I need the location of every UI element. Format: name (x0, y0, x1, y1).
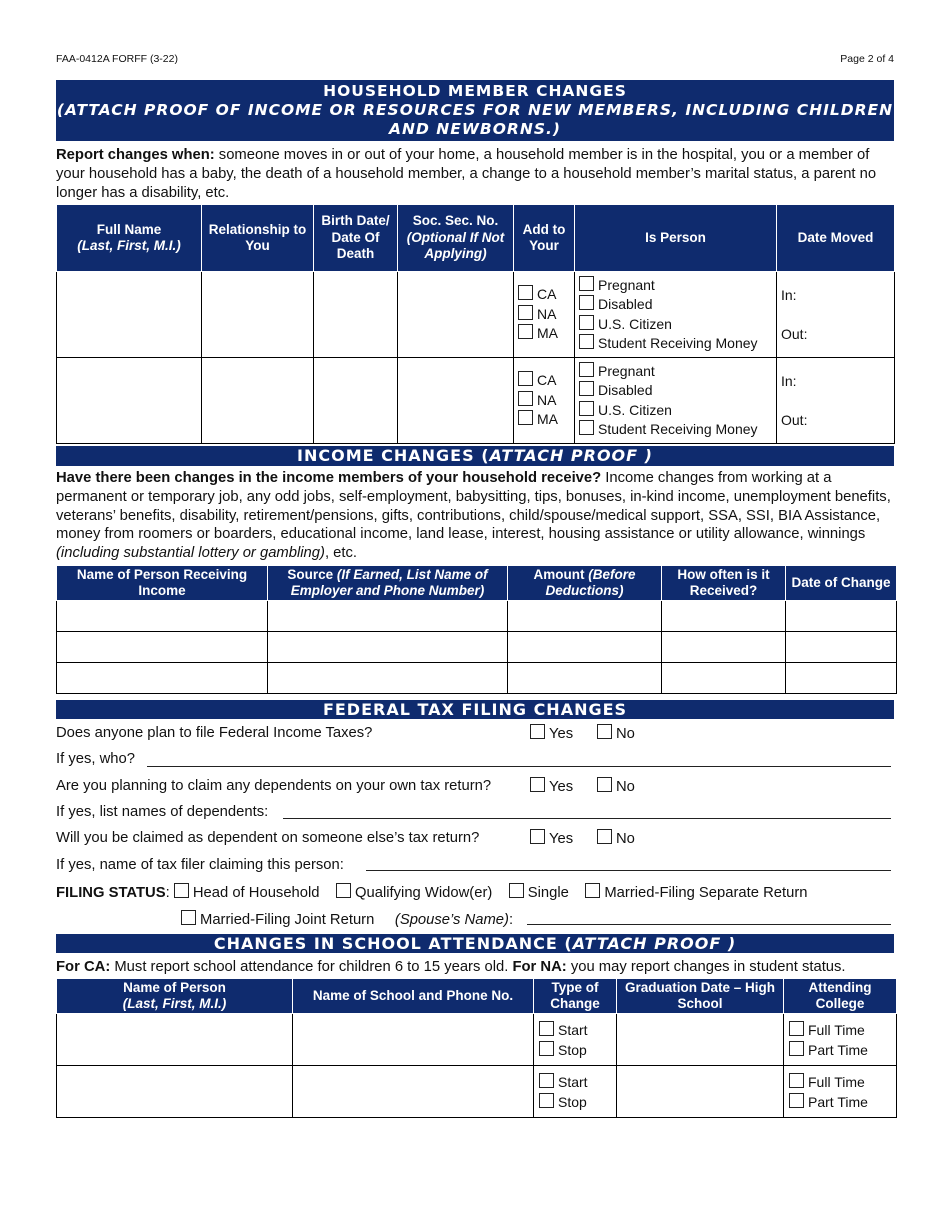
school-header-row (57, 979, 897, 1014)
checkbox[interactable] (597, 777, 612, 792)
tax-q2-yes[interactable]: Yes (530, 777, 573, 795)
checkbox[interactable] (789, 1021, 804, 1036)
col-school-graduation: Graduation Date – High School (617, 979, 784, 1014)
checkbox[interactable] (789, 1073, 804, 1088)
income-cell[interactable] (268, 663, 508, 694)
col-date-moved: Date Moved (777, 205, 895, 272)
checkbox[interactable] (539, 1041, 554, 1056)
income-cell[interactable] (508, 601, 662, 632)
married-separate-option[interactable]: Married-Filing Separate Return (585, 885, 807, 901)
out-label: Out: (781, 412, 808, 428)
income-cell[interactable] (268, 632, 508, 663)
checkbox[interactable] (579, 401, 594, 416)
part-time-option[interactable]: Part Time (789, 1092, 896, 1112)
tax-q2-no[interactable]: No (597, 777, 635, 795)
income-cell[interactable] (662, 663, 786, 694)
spouse-name-line[interactable] (527, 924, 891, 925)
attending-cell (784, 1066, 897, 1118)
household-section-header (56, 80, 894, 141)
income-cell[interactable] (786, 601, 897, 632)
tax-filer-line[interactable] (366, 870, 891, 871)
school-name-cell[interactable] (293, 1014, 534, 1066)
checkbox[interactable] (585, 883, 600, 898)
tax-q3-yes[interactable]: Yes (530, 829, 573, 847)
income-cell[interactable] (662, 632, 786, 663)
checkbox[interactable] (539, 1073, 554, 1088)
checkbox[interactable] (539, 1021, 554, 1036)
type-cell (534, 1066, 617, 1118)
income-table (56, 565, 897, 694)
stop-option[interactable]: Stop (539, 1040, 616, 1060)
household-title: HOUSEHOLD MEMBER CHANGES (323, 82, 627, 100)
col-school-name: Name of School and Phone No. (293, 979, 534, 1014)
col-school-type: Type of Change (534, 979, 617, 1014)
school-table (56, 978, 897, 1118)
form-id: FAA-0412A FORFF (3-22) (56, 53, 178, 65)
checkbox[interactable] (539, 1093, 554, 1108)
add-na-option[interactable]: NA (518, 391, 574, 411)
pregnant-option[interactable]: Pregnant (579, 276, 776, 296)
tax-q1: Does anyone plan to file Federal Income Taxes? (56, 725, 373, 741)
checkbox[interactable] (336, 883, 351, 898)
checkbox[interactable] (518, 410, 533, 425)
is-person-cell (575, 272, 777, 358)
income-section-header (56, 446, 894, 466)
tax-q3-followup: If yes, name of tax filer claiming this person: (56, 857, 344, 873)
household-row (57, 272, 895, 358)
tax-q2-followup: If yes, list names of dependents: (56, 804, 269, 820)
tax-q1-no[interactable]: No (597, 724, 635, 742)
start-option[interactable]: Start (539, 1020, 616, 1040)
school-title-italic: ATTACH PROOF ) (572, 934, 737, 953)
checkbox[interactable] (518, 305, 533, 320)
ssn-cell[interactable] (398, 272, 514, 358)
col-income-amount: Amount (Before Deductions) (508, 566, 662, 601)
checkbox[interactable] (518, 391, 533, 406)
tax-q1-yes[interactable]: Yes (530, 724, 573, 742)
checkbox[interactable] (509, 883, 524, 898)
school-title: CHANGES IN SCHOOL ATTENDANCE ( (213, 934, 573, 953)
household-intro-bold: Report changes when: (56, 147, 215, 163)
pregnant-option[interactable]: Pregnant (579, 362, 776, 382)
dependents-line[interactable] (283, 818, 891, 819)
out-label: Out: (781, 326, 808, 342)
page-number: Page 2 of 4 (840, 53, 894, 65)
for-na-label: For NA: (512, 959, 567, 975)
checkbox[interactable] (789, 1041, 804, 1056)
checkbox[interactable] (579, 276, 594, 291)
income-cell[interactable] (662, 601, 786, 632)
single-option[interactable]: Single (509, 885, 569, 901)
birth-date-cell[interactable] (314, 272, 398, 358)
school-section-header (56, 934, 894, 953)
add-na-option[interactable]: NA (518, 305, 574, 325)
part-time-option[interactable]: Part Time (789, 1040, 896, 1060)
income-cell[interactable] (57, 601, 268, 632)
add-to-cell (514, 358, 575, 444)
income-cell[interactable] (57, 663, 268, 694)
tax-q3: Will you be claimed as dependent on someone else’s tax return? (56, 830, 480, 846)
school-person-cell[interactable] (57, 1066, 293, 1118)
checkbox[interactable] (181, 910, 196, 925)
col-add-to: Add to Your (514, 205, 575, 272)
married-joint-option[interactable]: Married-Filing Joint Return (181, 912, 374, 928)
household-intro (56, 146, 894, 202)
disabled-option[interactable]: Disabled (579, 295, 776, 315)
checkbox[interactable] (518, 371, 533, 386)
tax-section-header: FEDERAL TAX FILING CHANGES (56, 700, 894, 719)
school-person-cell[interactable] (57, 1014, 293, 1066)
income-title: INCOME CHANGES ( (297, 446, 490, 465)
school-name-cell[interactable] (293, 1066, 534, 1118)
spouse-name-label: (Spouse’s Name) (394, 912, 509, 928)
student-option[interactable]: Student Receiving Money (579, 420, 776, 440)
ssn-cell[interactable] (398, 358, 514, 444)
disabled-option[interactable]: Disabled (579, 381, 776, 401)
household-table (56, 204, 895, 444)
attending-cell (784, 1014, 897, 1066)
date-moved-cell[interactable] (777, 272, 895, 358)
checkbox[interactable] (518, 285, 533, 300)
col-full-name: Full Name (Last, First, M.I.) (57, 205, 202, 272)
full-name-cell[interactable] (57, 272, 202, 358)
stop-option[interactable]: Stop (539, 1092, 616, 1112)
col-income-source: Source (If Earned, List Name of Employer and Phone Number) (268, 566, 508, 601)
head-of-household-option[interactable]: Head of Household (174, 885, 320, 901)
start-option[interactable]: Start (539, 1072, 616, 1092)
income-question: Have there been changes in the income members of your household receive? (56, 470, 602, 486)
checkbox[interactable] (579, 420, 594, 435)
income-title-italic: ATTACH PROOF ) (489, 446, 653, 465)
tax-q3-no[interactable]: No (597, 829, 635, 847)
checkbox[interactable] (579, 315, 594, 330)
checkbox[interactable] (530, 724, 545, 739)
income-text: Income changes from working at a permanent or temporary job, any odd jobs, self-employment, babysitting, tips, bonuses, in-kind income, unemployment benefits, veterans’ benefits, disability, retirement/pensions, gifts, contributions, child/spouse/medical support, SSA, SSI, BIA Assistance, money from roomers or boarders, educational income, land lease, interest, housing assistance or utility allowance, winnings (56, 470, 891, 543)
checkbox[interactable] (597, 829, 612, 844)
school-row (57, 1014, 897, 1066)
checkbox[interactable] (518, 324, 533, 339)
col-income-how-often: How often is it Received? (662, 566, 786, 601)
date-moved-cell[interactable] (777, 358, 895, 444)
checkbox[interactable] (579, 381, 594, 396)
filing-status-row: FILING STATUS: Head of Household Qualifying Widow(er) Single Married-Filing Separate Return (56, 885, 808, 901)
income-intro (56, 469, 894, 563)
for-ca-label: For CA: (56, 959, 111, 975)
checkbox[interactable] (597, 724, 612, 739)
col-is-person: Is Person (575, 205, 777, 272)
birth-date-cell[interactable] (314, 358, 398, 444)
school-intro (56, 958, 894, 977)
in-label: In: (781, 373, 797, 389)
school-row (57, 1066, 897, 1118)
checkbox[interactable] (530, 829, 545, 844)
graduation-cell[interactable] (617, 1066, 784, 1118)
full-time-option[interactable]: Full Time (789, 1020, 896, 1040)
add-ma-option[interactable]: MA (518, 410, 574, 430)
col-income-date: Date of Change (786, 566, 897, 601)
tax-q2: Are you planning to claim any dependents on your own tax return? (56, 778, 492, 794)
col-income-name: Name of Person Receiving Income (57, 566, 268, 601)
relationship-cell[interactable] (202, 272, 314, 358)
household-intro-text: someone moves in or out of your home, a household member is in the hospital, you or a member of your household has a baby, the death of a household member, a change to a household member’s marital status, a parent no longer has a disability, etc. (56, 147, 877, 201)
add-ma-option[interactable]: MA (518, 324, 574, 344)
full-name-cell[interactable] (57, 358, 202, 444)
checkbox[interactable] (579, 362, 594, 377)
who-files-line[interactable] (147, 766, 891, 767)
income-text-end: , etc. (324, 545, 358, 562)
citizen-option[interactable]: U.S. Citizen (579, 401, 776, 421)
in-label: In: (781, 287, 797, 303)
checkbox[interactable] (579, 295, 594, 310)
ca-text: Must report school attendance for children 6 to 15 years old. (110, 959, 513, 975)
income-cell[interactable] (268, 601, 508, 632)
filing-status-label: FILING STATUS (56, 885, 166, 901)
income-header-row (57, 566, 897, 601)
student-option[interactable]: Student Receiving Money (579, 334, 776, 354)
checkbox[interactable] (579, 334, 594, 349)
add-ca-option[interactable]: CA (518, 371, 574, 391)
add-to-cell (514, 272, 575, 358)
income-text-italic: (including substantial lottery or gambling) (56, 545, 325, 562)
tax-q1-followup: If yes, who? (56, 751, 135, 767)
household-header-row (57, 205, 895, 272)
income-row (57, 663, 897, 694)
income-cell[interactable] (57, 632, 268, 663)
income-cell[interactable] (508, 632, 662, 663)
col-school-person: Name of Person (Last, First, M.I.) (57, 979, 293, 1014)
checkbox[interactable] (530, 777, 545, 792)
checkbox[interactable] (789, 1093, 804, 1108)
na-text: you may report changes in student status. (566, 959, 846, 975)
income-cell[interactable] (786, 663, 897, 694)
income-row (57, 632, 897, 663)
graduation-cell[interactable] (617, 1014, 784, 1066)
col-birth-date: Birth Date/ Date Of Death (314, 205, 398, 272)
add-ca-option[interactable]: CA (518, 285, 574, 305)
income-row (57, 601, 897, 632)
income-cell[interactable] (508, 663, 662, 694)
col-relationship: Relationship to You (202, 205, 314, 272)
relationship-cell[interactable] (202, 358, 314, 444)
is-person-cell (575, 358, 777, 444)
col-ssn: Soc. Sec. No. (Optional If Not Applying) (398, 205, 514, 272)
qualifying-widow-option[interactable]: Qualifying Widow(er) (336, 885, 492, 901)
type-cell (534, 1014, 617, 1066)
col-school-attending: Attending College (784, 979, 897, 1014)
checkbox[interactable] (174, 883, 189, 898)
household-row (57, 358, 895, 444)
income-cell[interactable] (786, 632, 897, 663)
household-subtitle: (ATTACH PROOF OF INCOME OR RESOURCES FOR NEW MEMBERS, INCLUDING CHILDREN AND NEWBORNS.) (56, 101, 894, 138)
citizen-option[interactable]: U.S. Citizen (579, 315, 776, 335)
married-joint-row: Married-Filing Joint Return (Spouse’s Name): (181, 910, 513, 928)
full-time-option[interactable]: Full Time (789, 1072, 896, 1092)
